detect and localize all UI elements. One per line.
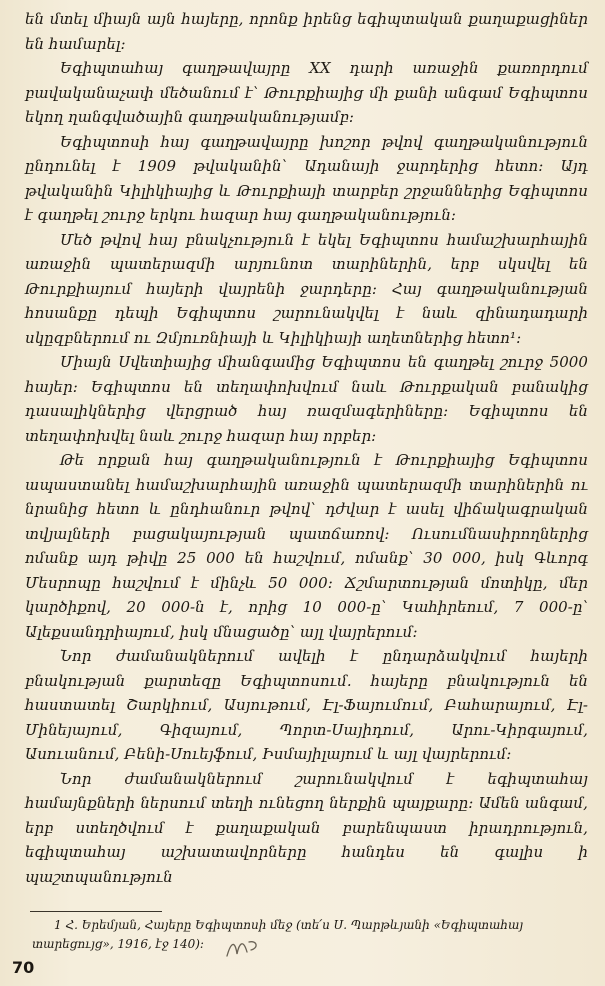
handwritten-mark-icon [223, 934, 263, 962]
page-number: 70 [12, 958, 35, 977]
footnote-divider [30, 911, 162, 912]
paragraph-1: են մտել միայն այն հայերը, որոնք իրենց եգիպտական քաղաքացիներ են համարել: [25, 10, 588, 53]
paragraph-2: Եգիպտահայ գաղթավայրը XX դարի առաջին քառորդում բավականաչափ մեծանում է՝ Թուրքիայից մի քանի անգամ Եգիպտոս եկող ղանգվածային գաղթականությամբ: [25, 59, 588, 126]
footnote: 1 Հ. Երեմյան, Հայերը Եգիպտոսի մեջ (տե՛ս Ս. Պարթևյանի «Եգիպտահայ տարեցույց», 1916, էջ 140): [32, 918, 524, 951]
paragraph-6: Թե որքան հայ գաղթականություն է Թուրքիայից Եգիպտոս ապաստանել համաշխարհային առաջին պատերազմի տարիներին ու նրանից հետո և ընդհանուր թվով՝ դժվար է ասել վիճակագրական տվյալների բացակայության պատճառով: Ուսումնասիրողներից ոմանք այդ թիվը 25 000 են հաշվում, ոմանք՝ 30 000, իսկ Գևորգ Մեսրոպը հաշվում է մինչև 50 000: Ճշմարտության մոտիկը, մեր կարծիքով, 20 000-ն է, որից 10 000-ը՝ Կահիրեում, 7 000-ը՝ Ալեքսանդրիայում, իսկ մնացածը՝ այլ վայրերում: [25, 451, 588, 641]
main-text [25, 7, 588, 889]
paragraph-4: Մեծ թվով հայ բնակչություն է եկել Եգիպտոս համաշխարհային առաջին պատերազմի արյունոտ տարիներին, երբ սկսվել են Թուրքիայում հայերի վայրենի ջարդերը: Հայ գաղթականության հոսանքը դեպի Եգիպտոս շարունակվել է նաև զինադադարի սկըզբներում ու Զմյուռնիայի և Կիլիկիայի աղետներից հետո¹: [25, 230, 588, 347]
paragraph-5: Միայն Սվետիայից միանգամից Եգիպտոս են գաղթել շուրջ 5000 հայեր: Եգիպտոս են տեղափոխվում նաև Թուրքական բանակից դասալիկներից վերցրած հայ ռազմագերիները: Եգիպտոս են տեղափոխվել նաև շուրջ հազար հայ որբեր: [25, 353, 588, 445]
paragraph-8: Նոր ժամանակներում շարունակվում է եգիպտահայ համայնքների ներսում տեղի ունեցող ներքին պայքարը: Ամեն անգամ, երբ ստեղծվում է քաղաքական բարենպաստ իրադրություն, եգիպտահայ աշխատավորները հանդես են գալիս ի պաշտպանություն [25, 769, 588, 886]
paragraph-7: Նոր ժամանակներում ավելի է ընդարձակվում հայերի բնակության քարտեզը Եգիպտոսում. հայերը բնակություն են հաստատել Շարկիում, Ասյութում, Էլ-Ֆայումում, Բահարայում, Էլ-Մինեյայում, Գիզայում, Պորտ-Սայիդում, Արու-Կիրգայում, Ասուանում, Բենի-Սուեյֆում, Իսմայիլայում և այլ վայրերում: [25, 647, 588, 763]
paragraph-3: Եգիպտոսի հայ գաղթավայրը խոշոր թվով գաղթականություն ընդունել է 1909 թվականին՝ Ադանայի ջարդերից հետո: Այդ թվականին Կիլիկիայից և Թուրքիայի տարբեր շրջաններից Եգիպտոս է գաղթել շուրջ երկու հազար հայ գաղթականություն: [25, 132, 588, 224]
